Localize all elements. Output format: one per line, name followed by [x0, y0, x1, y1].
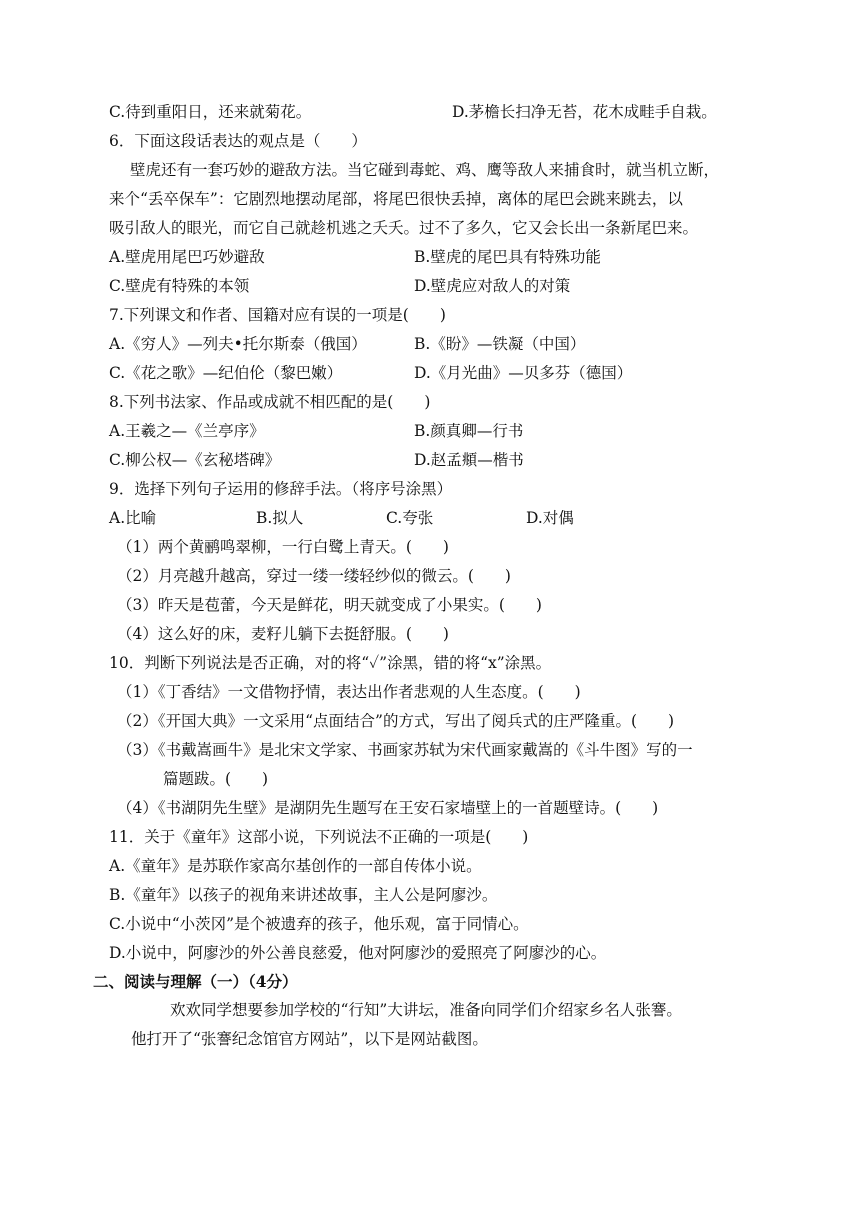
q7-option-c: C.《花之歌》—纪伯伦（黎巴嫩）: [109, 364, 343, 382]
q6-option-b: B.壁虎的尾巴具有特殊功能: [414, 248, 601, 266]
q5-option-d: D.茅檐长扫净无苔，花木成畦手自栽。: [452, 103, 717, 121]
q11-option-a: A.《童年》是苏联作家高尔基创作的一部自传体小说。: [109, 857, 482, 875]
q9-item-1: （1）两个黄鹂鸣翠柳，一行白鹭上青天。( ): [117, 538, 449, 556]
q7-option-a: A.《穷人》—列夫•托尔斯泰（俄国）: [109, 335, 367, 353]
q10-stem: 10．判断下列说法是否正确，对的将“✓”涂黑，错的将“x”涂黑。: [109, 654, 552, 672]
q8-option-d: D.赵孟頫—楷书: [414, 451, 524, 469]
q5-option-c: C.待到重阳日，还来就菊花。: [109, 103, 312, 121]
q8-option-a: A.王羲之—《兰亭序》: [109, 422, 265, 440]
q8-stem: 8.下列书法家、作品或成就不相匹配的是( ): [109, 393, 431, 411]
q6-passage-line-2: 来个“丢卒保车”：它剧烈地摆动尾部，将尾巴很快丢掉，离体的尾巴会跳来跳去，以: [109, 190, 683, 208]
q8-option-b: B.颜真卿—行书: [414, 422, 524, 440]
q11-option-c: C.小说中“小茨冈”是个被遗弃的孩子，他乐观，富于同情心。: [109, 915, 529, 933]
q6-option-a: A.壁虎用尾巴巧妙避敌: [109, 248, 265, 266]
section-2-intro-line-2: 他打开了“张謇纪念馆官方网站”，以下是网站截图。: [131, 1030, 488, 1048]
q8-option-c: C.柳公权—《玄秘塔碑》: [109, 451, 281, 469]
q11-stem: 11．关于《童年》这部小说，下列说法不正确的一项是( ): [109, 828, 529, 846]
q7-option-d: D.《月光曲》—贝多芬（德国）: [414, 364, 633, 382]
q7-option-b: B.《盼》—铁凝（中国）: [414, 335, 586, 353]
q10-item-3-continued: 篇题跋。( ): [163, 770, 269, 788]
q9-item-2: （2）月亮越升越高，穿过一缕一缕轻纱似的微云。( ): [117, 567, 511, 585]
q10-item-4: （4）《书湖阴先生壁》是湖阴先生题写在王安石家墙壁上的一首题壁诗。( ): [117, 799, 659, 817]
q6-passage-line-1: 壁虎还有一套巧妙的避敌方法。当它碰到毒蛇、鸡、鹰等敌人来捕食时，就当机立断，: [130, 161, 720, 179]
q9-item-4: （4）这么好的床，麦籽儿躺下去挺舒服。( ): [117, 625, 449, 643]
section-2-intro-line-1: 欢欢同学想要参加学校的“行知”大讲坛，准备向同学们介绍家乡名人张謇。: [170, 1001, 682, 1019]
q6-passage-line-3: 吸引敌人的眼光，而它自己就趁机逃之夭夭。过不了多久，它又会长出一条新尾巴来。: [109, 219, 699, 237]
q9-option-d: D.对偶: [526, 509, 574, 527]
q6-option-c: C.壁虎有特殊的本领: [109, 277, 250, 295]
section-2-heading: 二、阅读与理解（一）（4分）: [93, 972, 298, 991]
q9-option-b: B.拟人: [256, 509, 304, 527]
q9-stem: 9．选择下列句子运用的修辞手法。（将序号涂黑）: [109, 480, 453, 498]
q11-option-b: B.《童年》以孩子的视角来讲述故事，主人公是阿廖沙。: [109, 886, 498, 904]
q11-option-d: D.小说中，阿廖沙的外公善良慈爱，他对阿廖沙的爱照亮了阿廖沙的心。: [109, 944, 607, 962]
q6-option-d: D.壁虎应对敌人的对策: [414, 277, 571, 295]
q10-item-3: （3）《书戴嵩画牛》是北宋文学家、书画家苏轼为宋代画家戴嵩的《斗牛图》写的一: [117, 741, 693, 759]
q10-item-1: （1）《丁香结》一文借物抒情，表达出作者悲观的人生态度。( ): [117, 683, 581, 701]
q9-item-3: （3）昨天是苞蕾，今天是鲜花，明天就变成了小果实。( ): [117, 596, 542, 614]
q10-item-2: （2）《开国大典》一文采用“点面结合”的方式，写出了阅兵式的庄严隆重。( ): [117, 712, 675, 730]
q9-option-c: C.夸张: [386, 509, 434, 527]
q7-stem: 7.下列课文和作者、国籍对应有误的一项是( ): [109, 306, 446, 324]
q6-stem: 6．下面这段话表达的观点是（ ）: [109, 132, 367, 150]
q9-option-a: A.比喻: [109, 509, 157, 527]
